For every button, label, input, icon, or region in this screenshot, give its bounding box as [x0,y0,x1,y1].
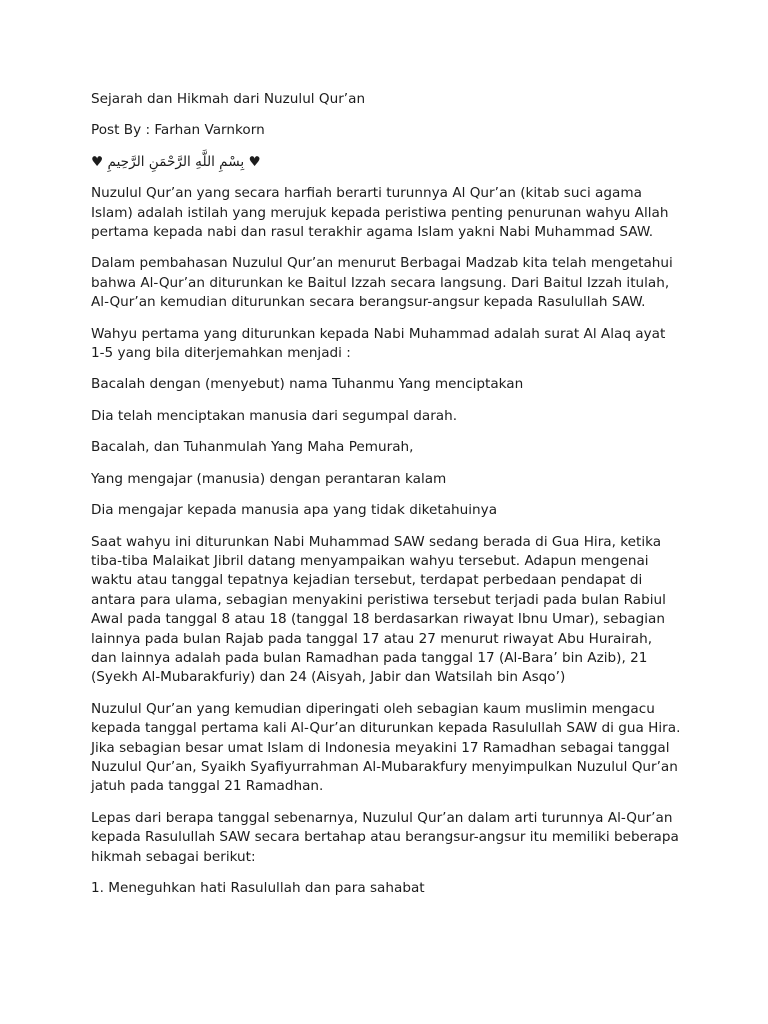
document-title: Sejarah dan Hikmah dari Nuzulul Qur’an [91,91,366,107]
author-line: Post By : Farhan Varnkorn [91,122,265,139]
paragraph-commemoration: Nuzulul Qur’an yang kemudian diperingati oleh sebagian kaum muslimin mengacu kepada tanggal pertama kali Al-Qur’an diturunkan kepada Rasulullah SAW di gua Hira. Jika sebagian besar umat Islam di Indonesia meyakini 17 Ramadhan sebagai tanggal Nuzulul Qur’an, Syaikh Syafiyurrahman Al-Mubarakfury menyimpulkan Nuzulul Qur’an jatuh pada tanggal 21 Ramadhan. [91,700,681,795]
verse-line-4: Yang mengajar (manusia) dengan perantaran kalam [91,470,447,487]
verse-line-2: Dia telah menciptakan manusia dari segumpal darah. [91,407,458,424]
paragraph-gua-hira: Saat wahyu ini diturunkan Nabi Muhammad SAW sedang berada di Gua Hira, ketika tiba-tiba Malaikat Jibril datang menyampaikan wahyu tersebut. Adapun mengenai waktu atau tanggal tepatnya kejadian tersebut, terdapat perbedaan pendapat di antara para ulama, sebagian menyakini peristiwa tersebut terjadi pada bulan Rabiul Awal pada tanggal 8 atau 18 (tanggal 18 berdasarkan riwayat Ibnu Umar), sebagian lainnya pada bulan Rajab pada tanggal 17 atau 27 menurut riwayat Abu Hurairah, dan lainnya adalah pada bulan Ramadhan pada tanggal 17 (Al-Bara’ bin Azib), 21 (Syekh Al-Mubarakfuriy) dan 24 (Aisyah, Jabir dan Watsilah bin Asqo’) [91,533,666,686]
paragraph-first-revelation: Wahyu pertama yang diturunkan kepada Nabi Muhammad adalah surat Al Alaq ayat 1-5 yang bila diterjemahkan menjadi : [91,325,666,362]
verse-line-3: Bacalah, dan Tuhanmulah Yang Maha Pemurah, [91,439,414,456]
paragraph-hikmah-intro: Lepas dari berapa tanggal sebenarnya, Nuzulul Qur’an dalam arti turunnya Al-Qur’an kepada Rasulullah SAW secara bertahap atau berangsur-angsur itu memiliki beberapa hikmah sebagai berikut: [91,809,679,865]
basmalah-line: ♥ بِسْمِ اللَّهِ الرَّحْمَنِ الرَّحِيمِ ♥ [91,153,261,170]
list-item-1: 1. Meneguhkan hati Rasulullah dan para sahabat [91,880,425,896]
paragraph-baitul-izzah: Dalam pembahasan Nuzulul Qur’an menurut Berbagai Madzab kita telah mengetahui bahwa Al-Qur’an diturunkan ke Baitul Izzah secara langsung. Dari Baitul Izzah itulah, Al-Qur’an kemudian diturunkan secara berangsur-angsur kepada Rasulullah SAW. [91,255,673,311]
paragraph-intro: Nuzulul Qur’an yang secara harfiah berarti turunnya Al Qur’an (kitab suci agama Islam) adalah istilah yang merujuk kepada peristiwa penting penurunan wahyu Allah pertama kepada nabi dan rasul terakhir agama Islam yakni Nabi Muhammad SAW. [91,185,669,241]
verse-line-1: Bacalah dengan (menyebut) nama Tuhanmu Yang menciptakan [91,376,524,393]
document-page [91,90,681,910]
verse-line-5: Dia mengajar kepada manusia apa yang tidak diketahuinya [91,502,498,519]
